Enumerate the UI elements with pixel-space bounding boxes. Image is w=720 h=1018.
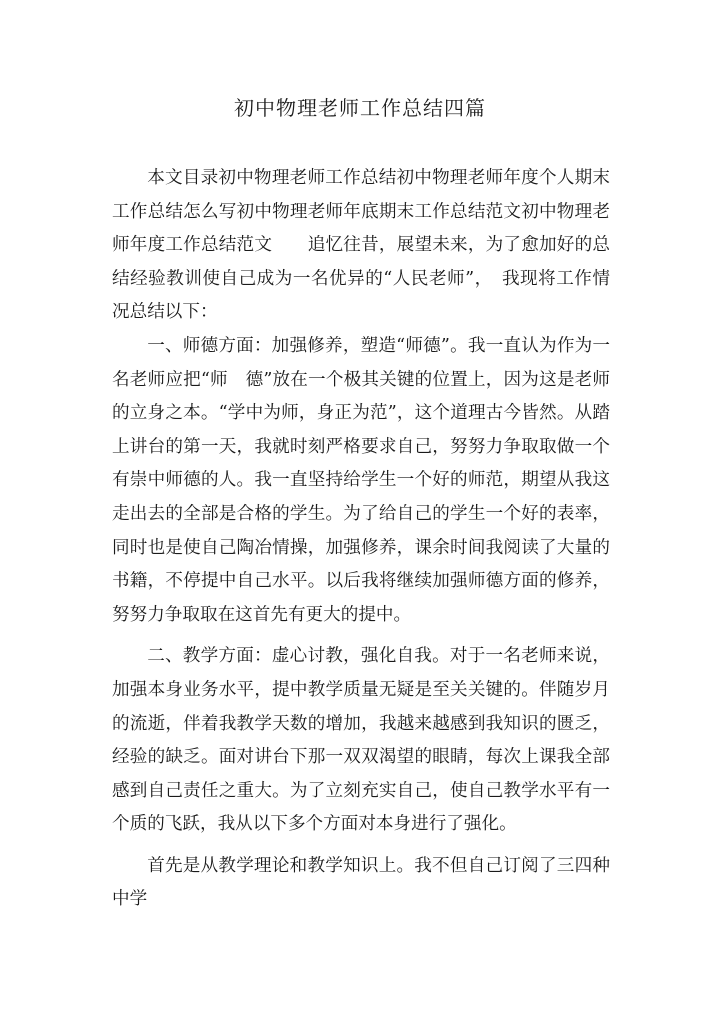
document-body bbox=[112, 162, 610, 917]
paragraph-theory: 首先是从教学理论和教学知识上。我不但自己订阅了三四种中学 bbox=[112, 855, 610, 910]
paragraph-teaching: 二、教学方面：虚心讨教，强化自我。对于一名老师来说，加强本身业务水平，提中教学质量无疑是至关关键的。伴随岁月的流逝，伴着我教学天数的增加，我越来越感到我知识的匮乏，经验的缺乏。面对讲台下那一双双渴望的眼睛，每次上课我全部感到自己责任之重大。为了立刻充实自己，使自己教学水平有一个质的飞跃，我从以下多个方面对本身进行了强化。 bbox=[112, 646, 610, 835]
paragraph-ethics: 一、师德方面：加强修养，塑造“师德”。我一直认为作为一名老师应把“师 德”放在一个极其关键的位置上，因为这是老师的立身之本。“学中为师，身正为范”，这个道理古今皆然。从踏上讲台的第一天，我就时刻严格要求自己，努努力争取取做一个有崇中师德的人。我一直坚持给学生一个好的师范，期望从我这走出去的全部是合格的学生。为了给自己的学生一个好的表率，同时也是使自己陶冶情操，加强修养，课余时间我阅读了大量的书籍，不停提中自己水平。以后我将继续加强师德方面的修养，努努力争取取在这首先有更大的提中。 bbox=[112, 335, 610, 625]
paragraph-intro: 本文目录初中物理老师工作总结初中物理老师年度个人期末工作总结怎么写初中物理老师年底期末工作总结范文初中物理老师年度工作总结范文 追忆往昔，展望未来，为了愈加好的总结经验教训使自己成为一名优异的“人民老师”， 我现将工作情况总结以下： bbox=[112, 168, 610, 323]
document-title: 初中物理老师工作总结四篇 bbox=[234, 96, 486, 120]
